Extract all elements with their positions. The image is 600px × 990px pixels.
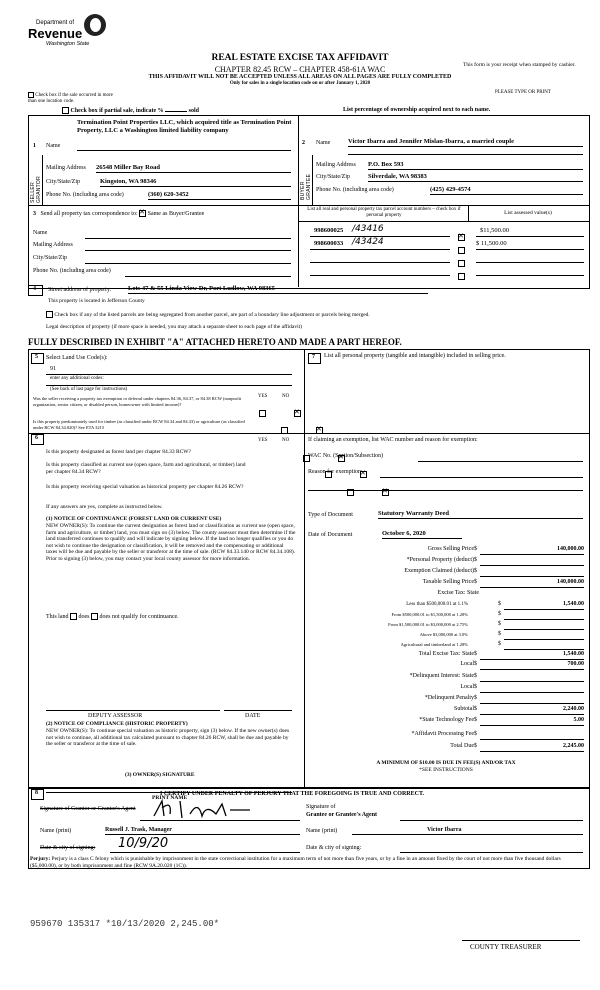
additional-codes-label: enter any additional codes: — [50, 376, 104, 381]
bracket-row: Above $3,000,000 at 3.0% $ — [308, 631, 584, 640]
section6-q1: Is this property designated as forest land per chapter 84.33 RCW? — [46, 449, 191, 455]
total-row: Total Excise Tax: State $ 1,540.00 — [308, 651, 584, 660]
form-warning: THIS AFFIDAVIT WILL NOT BE ACCEPTED UNLESS ALL AREAS ON ALL PAGES ARE FULLY COMPLETED — [148, 74, 452, 80]
seller-phone-value[interactable]: (360) 620-3452 — [148, 191, 291, 200]
doc-type-label: Type of Document — [308, 512, 353, 518]
grantor-date-value[interactable]: 10/9/20 — [118, 836, 169, 851]
grantor-date-label: Date & city of signing: — [40, 845, 96, 851]
property-section-number: 4 — [33, 286, 36, 292]
minimum-note: A MINIMUM OF $10.00 IS DUE IN FEE(S) AND/OR TAX — [376, 760, 516, 766]
county-treasurer-label: COUNTY TREASURER — [470, 943, 542, 951]
grantor-name-label: Name (print) — [40, 828, 72, 834]
wac-label: WAC No. (Section/Subsection) — [308, 453, 384, 459]
seller-name-label: Name — [46, 143, 61, 149]
segregated-row[interactable] — [46, 311, 370, 318]
land-use-q1: Was the seller receiving a property tax exemption or deferral under chapters 84.36, 84.37, or 84.38 RCW (nonprofit organization, senior citizen, or disabled person, homeowner with limited income)? — [33, 396, 242, 407]
land-use-q2: Is this property predominately used for timber (as classified under RCW 84.34 and 84.33) or agriculture (as classified under RCW 84.34.020)? See ETA 3215 — [33, 419, 245, 430]
total-row: *Delinquent Interest: State $ — [308, 673, 584, 682]
ownership-note: List percentage of ownership acquired next to each name. — [343, 107, 491, 113]
same-as-buyer-checkbox[interactable] — [139, 210, 146, 217]
section7-number: 7 — [312, 354, 315, 360]
assessed-value: $ 11,500.00 — [476, 240, 507, 247]
logo-dept-line1: Department of — [36, 20, 75, 26]
parcels-header: List all real and personal property tax parcel account numbers – check box if personal property — [307, 207, 461, 218]
parcel-number: 998600033 — [314, 240, 344, 247]
perjury-note: Perjury: Perjury is a class C felony which is punishable by imprisonment in the state correctional institution for a maximum term of not more than five years, or by a fine in an amount fixed by the court of not more than five thousand dollars ($5,000.00), or by both imprisonment and fine (RCW 9A.20.020 (1C)). — [30, 856, 561, 869]
parcel-row[interactable] — [310, 265, 585, 277]
notice2-body: NEW OWNER(S): To continue special valuation as historic property, sign (3) below. If the new owner(s) does not wish to continue, all additional tax calculated pursuant to chapter 84.26 RCW, shall be due and payable by the seller or transferor at the time of sale. — [46, 728, 290, 747]
buyer-mailing-label: Mailing Address — [316, 162, 356, 168]
form-subtitle: CHAPTER 82.45 RCW – CHAPTER 458-61A WAC — [214, 65, 386, 74]
personal-property-label: List all personal property (tangible and intangible) included in selling price. — [324, 353, 506, 359]
bracket-row: From $1,500,000.01 to $3,000,000 at 2.75% $ — [308, 621, 584, 630]
current-use-no-checkbox[interactable] — [360, 471, 367, 478]
seller-city-label: City/State/Zip — [46, 179, 80, 185]
segregated-label: Check box if any of the listed parcels are being segregated from another parcel, are part of a boundary line adjustment or parcels being merged. — [54, 311, 370, 318]
assessed-value: $11,500.00 — [480, 227, 510, 234]
notice1-body: NEW OWNER(S): To continue the current designation as forest land or classification as current use (open space, farm and agriculture, or timber) land, you must sign on (3) below. The county assessor must then determine if the land transferred continues to qualify and will indicate by signing below. If the land no longer qualifies or you do not wish to continue the designation or classification, it will be removed and the compensating or additional taxes will be due and payable by the seller or transferor at the time of sale. (RCW 84.33.140 or RCW 84.34.108). Prior to signing (3) below, you may contact your local county assessor for more information. — [46, 523, 296, 562]
street-value[interactable]: Lots 47 & 55 Linda View Dr, Port Ludlow, WA 98365 — [128, 285, 428, 294]
corr-name-label: Name — [33, 230, 48, 236]
corr-mailing-label: Mailing Address — [33, 242, 73, 248]
section6-q3: Is this property receiving special valuation as historical property per chapter 84.26 RCW? — [46, 484, 244, 490]
total-row: Total Due $ 2,245.00 — [308, 743, 584, 752]
seller-mailing-value[interactable]: 26548 Miller Bay Road — [96, 164, 291, 173]
grantee-date-label: Date & city of signing: — [306, 845, 362, 851]
total-row: *State Technology Fee $ 5.00 — [308, 717, 584, 726]
total-row: Subtotal $ 2,240.00 — [308, 706, 584, 715]
personal-property-checkbox[interactable] — [458, 273, 465, 280]
seller-city-value[interactable]: Kingston, WA 98346 — [100, 178, 291, 187]
tax-row-exemption: Exemption Claimed (deduct) $ — [308, 568, 584, 577]
this-land-label: This land — [46, 613, 69, 620]
certify-statement: I CERTIFY UNDER PENALTY OF PERJURY THAT THE FOREGOING IS TRUE AND CORRECT. — [160, 791, 425, 797]
total-row: *Delinquent Penalty $ — [308, 695, 584, 704]
section6-no: NO — [282, 438, 290, 443]
partial-sale-check[interactable] — [62, 107, 199, 115]
notice1-title: (1) NOTICE OF CONTINUANCE (FOREST LAND OR CURRENT USE) — [46, 516, 222, 522]
grantor-name-value[interactable]: Russell J. Trask, Manager — [105, 827, 300, 835]
land-does-not-label: does not qualify for continuance. — [99, 613, 179, 620]
parcel-handwritten: /43424 — [352, 237, 384, 247]
tax-row-personal: *Personal Property (deduct) $ — [308, 557, 584, 566]
print-name-label: PRINT NAME — [152, 795, 188, 801]
land-use-no: NO — [282, 394, 290, 399]
county-line: This property is located in Jefferson County — [48, 298, 145, 304]
land-does-checkbox[interactable] — [70, 613, 77, 620]
total-row: Local $ — [308, 684, 584, 693]
segregated-checkbox[interactable] — [46, 311, 53, 318]
buyer-phone-value[interactable]: (425) 429-4574 — [430, 186, 583, 195]
total-row: Local $ 700.00 — [308, 661, 584, 670]
bracket-row: Less than $500,000.01 at 1.1% $ 1,540.00 — [308, 601, 584, 610]
grantee-name-value[interactable]: Victor Ibarra — [352, 827, 583, 835]
land-does-label: does — [78, 613, 90, 620]
receipt-note: This form is your receipt when stamped by cashier. — [463, 62, 576, 68]
parcel-handwritten: /43416 — [352, 224, 384, 234]
doc-date-value[interactable]: October 6, 2020 — [382, 530, 462, 539]
cashier-stamp: 959670 135317 *10/13/2020 2,245.00* — [30, 919, 220, 929]
land-use-label: Select Land Use Code(s): — [46, 355, 108, 361]
logo-dept-line3: Washington State — [46, 41, 90, 47]
total-row: *Affidavit Processing Fee $ — [308, 731, 584, 740]
buyer-city-value[interactable]: Silverdale, WA 98383 — [368, 173, 583, 182]
grantor-signature — [150, 798, 270, 820]
land-does-not-checkbox[interactable] — [91, 613, 98, 620]
signature-scrawl-icon — [150, 798, 270, 820]
grantee-sig-label-1: Signature of — [306, 804, 336, 810]
logo-dept-line2: Revenue — [28, 26, 83, 41]
print-note: PLEASE TYPE OR PRINT — [495, 90, 551, 95]
reason-label: Reason for exemption — [308, 469, 361, 475]
buyer-city-label: City/State/Zip — [316, 174, 350, 180]
seller-side-label: SELLER GRANTOR — [30, 175, 42, 203]
seller-phone-label: Phone No. (including area code) — [46, 192, 124, 198]
legal-description[interactable]: FULLY DESCRIBED IN EXHIBIT "A" ATTACHED HERETO AND MADE A PART HEREOF. — [28, 337, 402, 347]
doc-date-label: Date of Document — [308, 532, 353, 538]
doc-type-value[interactable]: Statutory Warranty Deed — [378, 510, 583, 519]
bracket-row: Agricultural and timberland at 1.28% $ — [308, 641, 584, 650]
deputy-assessor-label: DEPUTY ASSESSOR — [88, 713, 143, 719]
buyer-name-label: Name — [316, 140, 331, 146]
tax-row-excise-heading: Excise Tax: State — [437, 590, 479, 596]
buyer-name-value[interactable]: Victor Ibarra and Jennifer Mislan-Ibarra, a married couple — [348, 138, 583, 147]
continuance-row[interactable] — [46, 613, 179, 621]
grantee-name-label: Name (print) — [306, 828, 338, 834]
tax-row-gross: Gross Selling Price $ 140,000.00 — [308, 546, 584, 555]
parcel-number: 998600025 — [314, 227, 344, 234]
deputy-date-label: DATE — [245, 713, 261, 719]
buyer-mailing-value[interactable]: P.O. Box 593 — [368, 161, 583, 170]
notice2-title: (2) NOTICE OF COMPLIANCE (HISTORIC PROPERTY) — [46, 721, 188, 727]
correspondence-section-number: 3 — [33, 210, 36, 217]
grantee-sig-label-2: Grantee or Grantee's Agent — [306, 812, 378, 818]
partial-sale-label: Check box if partial sale, indicate % — [70, 107, 164, 114]
if-yes-note: If any answers are yes, complete as instructed below. — [46, 504, 163, 510]
correspondence-row — [33, 210, 204, 218]
corr-phone-label: Phone No. (including area code) — [33, 268, 111, 274]
legal-label: Legal description of property (if more space is needed, you may attach a separate sheet to each page of the affidavit) — [46, 324, 302, 330]
multi-location-label: Check box if the sale occurred in more than one location code. — [28, 93, 113, 105]
land-use-code[interactable]: 91 — [50, 366, 56, 372]
see-instructions: *SEE INSTRUCTIONS — [419, 767, 473, 773]
section6-q2: Is this property classified as current use (open space, farm and agricultural, or timber) land per chapter 84.34 RCW? — [46, 462, 246, 475]
section6-yes: YES — [258, 438, 268, 443]
corr-city-label: City/State/Zip — [33, 255, 67, 261]
see-back-note: (See back of last page for instructions) — [50, 387, 128, 392]
multi-location-check[interactable] — [28, 92, 118, 105]
land-use-section-number: 5 — [35, 354, 38, 360]
exemption-label: If claiming an exemption, list WAC number and reason for exemption: — [308, 437, 478, 443]
q1-yes-checkbox[interactable] — [259, 410, 266, 417]
buyer-phone-label: Phone No. (including area code) — [316, 187, 394, 193]
certify-section-number: 8 — [35, 790, 38, 796]
buyer-section-number: 2 — [302, 140, 305, 146]
parcel-row[interactable] — [310, 239, 585, 251]
dor-logo — [28, 14, 108, 50]
seller-name-value[interactable]: Termination Point Properties LLC, which acquired title as Termination Point Property, LLC a Washington limited liability company — [77, 119, 292, 134]
bracket-row: From $500,000.01 to $1,500,000 at 1.28% $ — [308, 611, 584, 620]
assessed-header: List assessed value(s) — [504, 210, 552, 216]
multi-location-checkbox[interactable] — [28, 92, 34, 98]
partial-sale-checkbox[interactable] — [62, 107, 69, 114]
q1-no-checkbox[interactable] — [294, 410, 301, 417]
tax-row-taxable: Taxable Selling Price $ 140,000.00 — [308, 579, 584, 588]
owner-signature-label: (3) OWNER(S) SIGNATURE — [125, 772, 195, 778]
seller-section-number: 1 — [33, 143, 36, 149]
buyer-side-label: BUYER GRANTEE — [300, 173, 312, 200]
land-use-yes: YES — [258, 394, 268, 399]
form-title: REAL ESTATE EXCISE TAX AFFIDAVIT — [211, 53, 389, 63]
parcel-row[interactable] — [310, 252, 585, 264]
form-valid-note: Only for sales in a single location code on or after January 1, 2020 — [229, 81, 371, 86]
same-as-buyer-label: Same as Buyer/Grantee — [147, 210, 205, 217]
partial-sold-label: sold — [188, 107, 200, 114]
seller-mailing-label: Mailing Address — [46, 165, 86, 171]
street-label: Street address of property: — [48, 287, 112, 293]
correspondence-label: Send all property tax correspondence to: — [40, 210, 138, 217]
section6-number: 6 — [35, 435, 38, 441]
grantor-sig-label: Signature of Grantor or Grantor's Agent — [40, 806, 136, 812]
